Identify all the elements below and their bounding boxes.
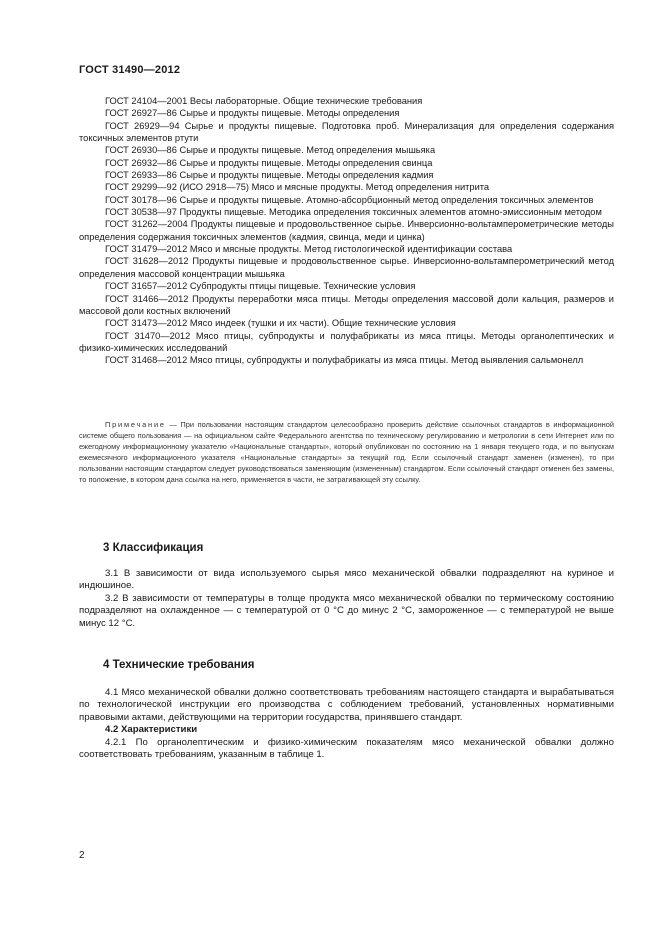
section-4-heading: 4 Технические требования xyxy=(103,659,255,671)
document-header: ГОСТ 31490—2012 xyxy=(79,64,181,76)
page-number: 2 xyxy=(79,850,85,861)
reference-item: ГОСТ 31466—2012 Продукты переработки мяса птицы. Методы определения массовой доли кальция, размеров и массовой доли костных включений xyxy=(79,293,614,316)
reference-item: ГОСТ 31473—2012 Мясо индеек (тушки и их части). Общие технические условия xyxy=(105,318,456,329)
reference-item: ГОСТ 31470—2012 Мясо птицы, субпродукты и полуфабрикаты из мяса птицы. Методы органолептических и физико-химических исследований xyxy=(79,330,614,353)
subsection-4-2-heading: 4.2 Характеристики xyxy=(105,724,198,736)
reference-item: ГОСТ 26929—94 Сырье и продукты пищевые. Подготовка проб. Минерализация для определения содержания токсичных элементов ртути xyxy=(79,120,614,144)
normative-references-list xyxy=(79,95,614,367)
paragraph-4-1: 4.1 Мясо механической обвалки должно соответствовать требованиям настоящего стандарта и вырабатываться по технологической инструкции его производства с соблюдением требований, установленных нормативными правовыми актами, действующими на территории государства, принявшего стандарт. xyxy=(79,687,614,723)
reference-item: ГОСТ 26933—86 Сырье и продукты пищевые. Методы определения кадмия xyxy=(105,170,434,181)
reference-item: ГОСТ 29299—92 (ИСО 2918—75) Мясо и мясные продукты. Метод определения нитрита xyxy=(105,182,490,193)
section-4-body xyxy=(79,687,614,761)
note-label: Примечание xyxy=(105,420,166,429)
reference-item: ГОСТ 26927—86 Сырье и продукты пищевые. Методы определения xyxy=(105,108,400,119)
section-3-heading: 3 Классификация xyxy=(103,542,204,554)
reference-item: ГОСТ 26930—86 Сырье и продукты пищевые. Метод определения мышьяка xyxy=(105,145,436,156)
reference-item: ГОСТ 31468—2012 Мясо птицы, субпродукты и полуфабрикаты из мяса птицы. Метод выявления сальмонелл xyxy=(105,355,584,366)
paragraph-3-1: 3.1 В зависимости от вида используемого сырья мясо механической обвалки подразделяют на куриное и индюшиное. xyxy=(79,568,614,592)
reference-item: ГОСТ 30178—96 Сырье и продукты пищевые. Атомно-абсорбционный метод определения токсичных элементов xyxy=(105,194,594,205)
paragraph-4-2-1: 4.2.1 По органолептическим и физико-химическим показателям мясо механической обвалки должно соответствовать требованиям, указанным в таблице 1. xyxy=(79,736,614,761)
note-block xyxy=(79,420,614,485)
reference-item: ГОСТ 26932—86 Сырье и продукты пищевые. Методы определения свинца xyxy=(105,157,433,168)
note-paragraph xyxy=(79,420,614,485)
reference-item: ГОСТ 30538—97 Продукты пищевые. Методика определения токсичных элементов атомно-эмиссионным методом xyxy=(105,207,602,218)
reference-item: ГОСТ 31479—2012 Мясо и мясные продукты. Метод гистологической идентификации состава xyxy=(105,244,513,255)
reference-item: ГОСТ 24104—2001 Весы лабораторные. Общие технические требования xyxy=(105,96,423,106)
reference-item: ГОСТ 31262—2004 Продукты пищевые и продовольственное сырье. Инверсионно-вольтамперометрические методы определения содержания токсичных элементов (кадмия, свинца, меди и цинка) xyxy=(79,219,614,242)
section-3-body xyxy=(79,568,614,630)
reference-item: ГОСТ 31628—2012 Продукты пищевые и продовольственное сырье. Инверсионно-вольтамперометрический метод определения массовой концентрации мышьяка xyxy=(79,256,614,279)
paragraph-3-2: 3.2 В зависимости от температуры в толще продукта мясо механической обвалки по термическому состоянию подразделяют на охлажденное — с температурой от 0 °С до минус 2 °С, замороженное — с температурой не выше минус 12 °С. xyxy=(79,592,614,629)
note-text: — При пользовании настоящим стандартом целесообразно проверить действие ссылочных стандартов в информационной системе общего пользования — на официальном сайте Федерального агентства по техническому регулированию и метрологии в сети Интернет или по ежегодному информационному указателю «Национальные стандарты», который опубликован по состоянию на 1 января текущего года, и по выпускам ежемесячного информационного указателя «Национальные стандарты» за текущий год. Если ссылочный стандарт заменен (изменен), то при пользовании настоящим стандартом следует руководствоваться заменяющим (измененным) стандартом. Если ссылочный стандарт отменен без замены, то положение, в котором дана ссылка на него, применяется в части, не затрагивающей эту ссылку. xyxy=(79,420,614,484)
reference-item: ГОСТ 31657—2012 Субпродукты птицы пищевые. Технические условия xyxy=(105,281,416,292)
